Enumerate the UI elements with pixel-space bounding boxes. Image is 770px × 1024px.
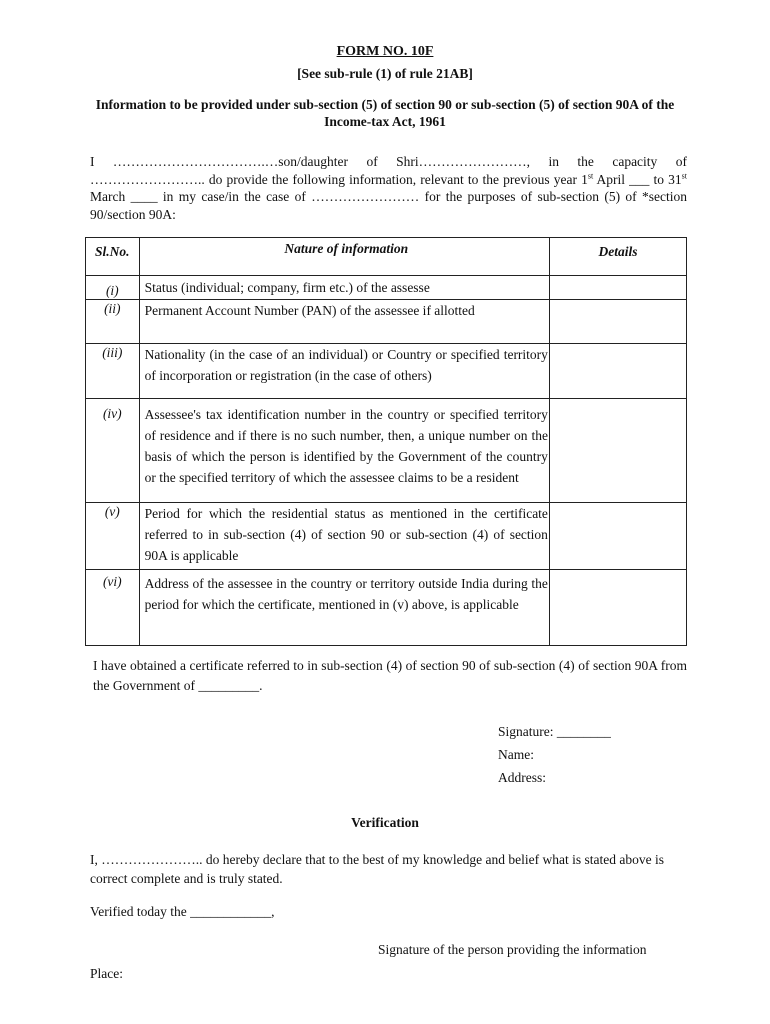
row-sno-text: (vi)	[102, 574, 122, 589]
verified-today-line[interactable]: Verified today the ____________,	[90, 904, 275, 919]
signature-line[interactable]: Signature: ________	[498, 724, 611, 739]
verification-heading: Verification	[351, 815, 419, 830]
information-table	[85, 237, 687, 646]
name-line[interactable]: Name:	[498, 747, 534, 762]
row-sno	[86, 399, 140, 503]
table-row	[86, 344, 687, 399]
row-details-field[interactable]	[549, 300, 686, 344]
row-details-field[interactable]	[549, 570, 686, 646]
row-sno	[86, 570, 140, 646]
row-details-field[interactable]	[549, 399, 686, 503]
row-sno-text: (iii)	[102, 345, 123, 360]
row-nature: Status (individual; company, firm etc.) of the assesse	[139, 276, 549, 300]
row-sno-text: (ii)	[104, 301, 121, 316]
row-sno-text: (i)	[105, 283, 119, 298]
header-details: Details	[549, 238, 686, 276]
row-sno	[86, 276, 140, 300]
intro-paragraph	[90, 153, 687, 223]
table-row	[86, 300, 687, 344]
row-nature: Period for which the residential status as mentioned in the certificate referred to in sub-section (4) of section 90 or sub-section (4) of section 90A is applicable	[139, 503, 549, 570]
row-nature: Nationality (in the case of an individual) or Country or specified territory of incorporation or registration (in the case of others)	[139, 344, 549, 399]
table-row	[86, 399, 687, 503]
address-line[interactable]: Address:	[498, 770, 546, 785]
form-heading: Information to be provided under sub-section (5) of section 90 or sub-section (5) of section 90A of the Income-tax Act, 1961	[95, 97, 675, 129]
row-nature: Permanent Account Number (PAN) of the assessee if allotted	[139, 300, 549, 344]
certificate-statement: I have obtained a certificate referred to in sub-section (4) of section 90 of sub-section (4) of section 90A from the Government of _________.	[93, 658, 687, 693]
header-sno: Sl.No.	[86, 238, 140, 276]
signature-of-person: Signature of the person providing the information	[378, 942, 647, 957]
form-subrule: [See sub-rule (1) of rule 21AB]	[297, 66, 473, 81]
row-details-field[interactable]	[549, 276, 686, 300]
table-row	[86, 503, 687, 570]
table-row	[86, 276, 687, 300]
intro-text-1: I …………………………….…son/daughter of Shri……………………, in the capacity of …………………….. do provide the following information, relevant to the previous year 1	[90, 154, 687, 187]
intro-superscript-1: st	[587, 171, 594, 180]
signature-block	[498, 720, 611, 789]
table-header-row	[86, 238, 687, 276]
row-nature: Assessee's tax identification number in the country or specified territory of residence and if there is no such number, then, a unique number on the basis of which the person is identified by the Government of the country or the specified territory of which the assessee claims to be a resident	[139, 399, 549, 503]
verification-declaration: I, ………………….. do hereby declare that to the best of my knowledge and belief what is stated above is correct complete and is truly stated.	[90, 852, 664, 886]
intro-text-2: April ___ to 31	[593, 171, 682, 187]
row-sno-text: (v)	[104, 504, 120, 519]
place-line[interactable]: Place:	[90, 966, 123, 981]
row-details-field[interactable]	[549, 503, 686, 570]
table-row	[86, 570, 687, 646]
row-sno	[86, 344, 140, 399]
row-sno-text: (iv)	[102, 406, 122, 421]
intro-text-3: March ____ in my case/in the case of …………………… for the purposes of sub-section (5) of *section 90/section 90A:	[90, 189, 687, 222]
row-details-field[interactable]	[549, 344, 686, 399]
row-nature: Address of the assessee in the country or territory outside India during the period for which the certificate, mentioned in (v) above, is applicable	[139, 570, 549, 646]
header-nature: Nature of information	[139, 238, 549, 276]
intro-superscript-2: st	[681, 171, 687, 180]
row-sno	[86, 503, 140, 570]
form-title: FORM NO. 10F	[336, 44, 434, 59]
row-sno	[86, 300, 140, 344]
